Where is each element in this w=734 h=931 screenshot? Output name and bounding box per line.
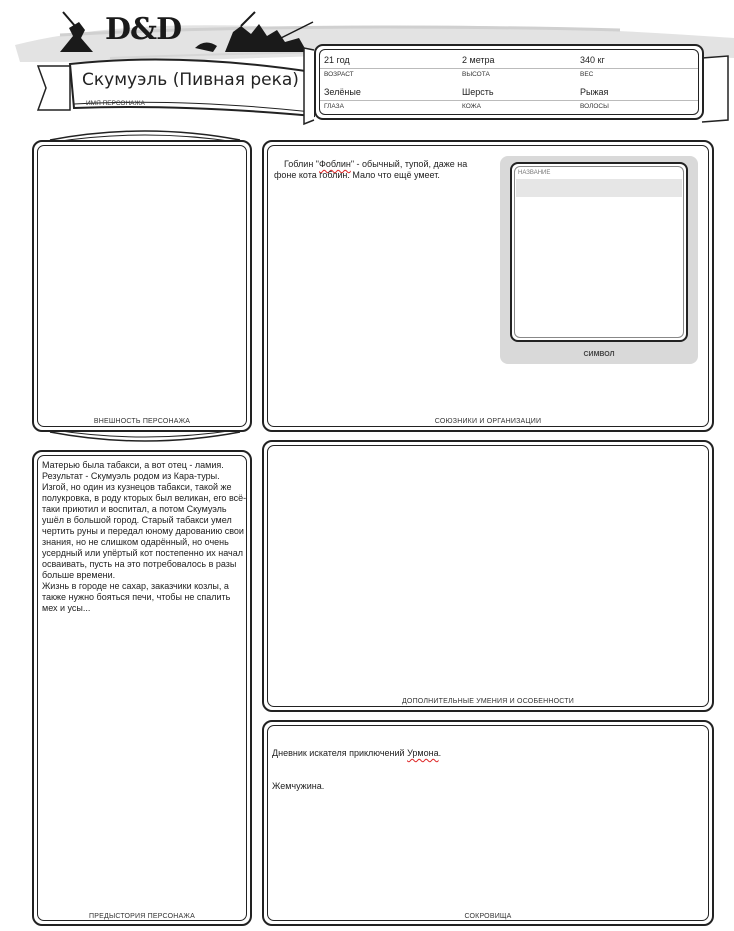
backstory-panel[interactable] bbox=[32, 450, 252, 926]
dnd-logo-text: D&D bbox=[105, 12, 182, 47]
allies-text-spellcheck-word: Фоблин bbox=[319, 159, 351, 169]
attributes-divider-top bbox=[320, 68, 698, 69]
skin-value[interactable]: Шерсть bbox=[462, 87, 494, 97]
eyes-label: ГЛАЗА bbox=[324, 103, 344, 110]
hair-label: ВОЛОСЫ bbox=[580, 103, 609, 110]
allies-panel[interactable] bbox=[262, 140, 714, 432]
weight-value[interactable]: 340 кг bbox=[580, 55, 605, 65]
height-value[interactable]: 2 метра bbox=[462, 55, 495, 65]
appearance-label: ВНЕШНОСТЬ ПЕРСОНАЖА bbox=[93, 418, 191, 425]
age-label: ВОЗРАСТ bbox=[324, 71, 354, 78]
attributes-divider-bottom bbox=[320, 100, 698, 101]
appearance-panel[interactable] bbox=[32, 140, 252, 432]
hair-value[interactable]: Рыжая bbox=[580, 87, 609, 97]
symbol-name-label: НАЗВАНИЕ bbox=[518, 170, 551, 176]
eyes-value[interactable]: Зелёные bbox=[324, 87, 361, 97]
symbol-box[interactable] bbox=[500, 156, 698, 364]
treasure-label: СОКРОВИЩА bbox=[464, 913, 512, 920]
treasure-line-1: Дневник искателя приключений Урмона. bbox=[272, 748, 442, 758]
skin-label: КОЖА bbox=[462, 103, 481, 110]
weight-label: ВЕС bbox=[580, 71, 594, 78]
allies-text[interactable] bbox=[274, 148, 489, 192]
character-name[interactable]: Скумуэль (Пивная река) bbox=[82, 70, 299, 90]
symbol-name-field[interactable] bbox=[516, 179, 682, 197]
features-panel[interactable] bbox=[262, 440, 714, 712]
treasure-line-2: Жемчужина. bbox=[272, 781, 325, 791]
allies-label: СОЮЗНИКИ И ОРГАНИЗАЦИИ bbox=[434, 418, 542, 425]
age-value[interactable]: 21 год bbox=[324, 55, 350, 65]
symbol-label: СИМВОЛ bbox=[583, 351, 615, 358]
character-name-label: ИМЯ ПЕРСОНАЖА bbox=[86, 100, 145, 107]
symbol-frame bbox=[510, 162, 688, 342]
allies-text-end: " - обычный, тупой, даже на фоне кота гоблин. Мало что ещё умеет. bbox=[274, 159, 470, 180]
allies-text-start: Гоблин " bbox=[284, 159, 319, 169]
attributes-box bbox=[314, 44, 704, 120]
features-label: ДОПОЛНИТЕЛЬНЫЕ УМЕНИЯ И ОСОБЕННОСТИ bbox=[401, 698, 574, 705]
height-label: ВЫСОТА bbox=[462, 71, 490, 78]
treasure-panel[interactable] bbox=[262, 720, 714, 926]
backstory-label: ПРЕДЫСТОРИЯ ПЕРСОНАЖА bbox=[89, 913, 195, 920]
header bbox=[0, 0, 734, 135]
treasure-text[interactable] bbox=[272, 726, 702, 814]
treasure-spellcheck-word: Урмона bbox=[407, 748, 439, 758]
backstory-text[interactable]: Матерью была табакси, а вот отец - ламия. Результат - Скумуэль родом из Кара-туры. Изгой, но один из кузнецов табакси, такой же полукровка, в роду кторых был великан, его всё-таки приютил и воспитал, а потом Скумуэль ушёл в большой город. Старый табакси умел чертить руны и передал юному дарованию свои знания, но не слишком одарённый, но очень усердный или упёртый кот постепенно их начал осваивать, пусть на это потребовалось в разы больше времени. Жизнь в городе не сахар, заказчики козлы, а также нужно бояться печи, чтобы не спалить мех и усы... bbox=[42, 460, 247, 613]
